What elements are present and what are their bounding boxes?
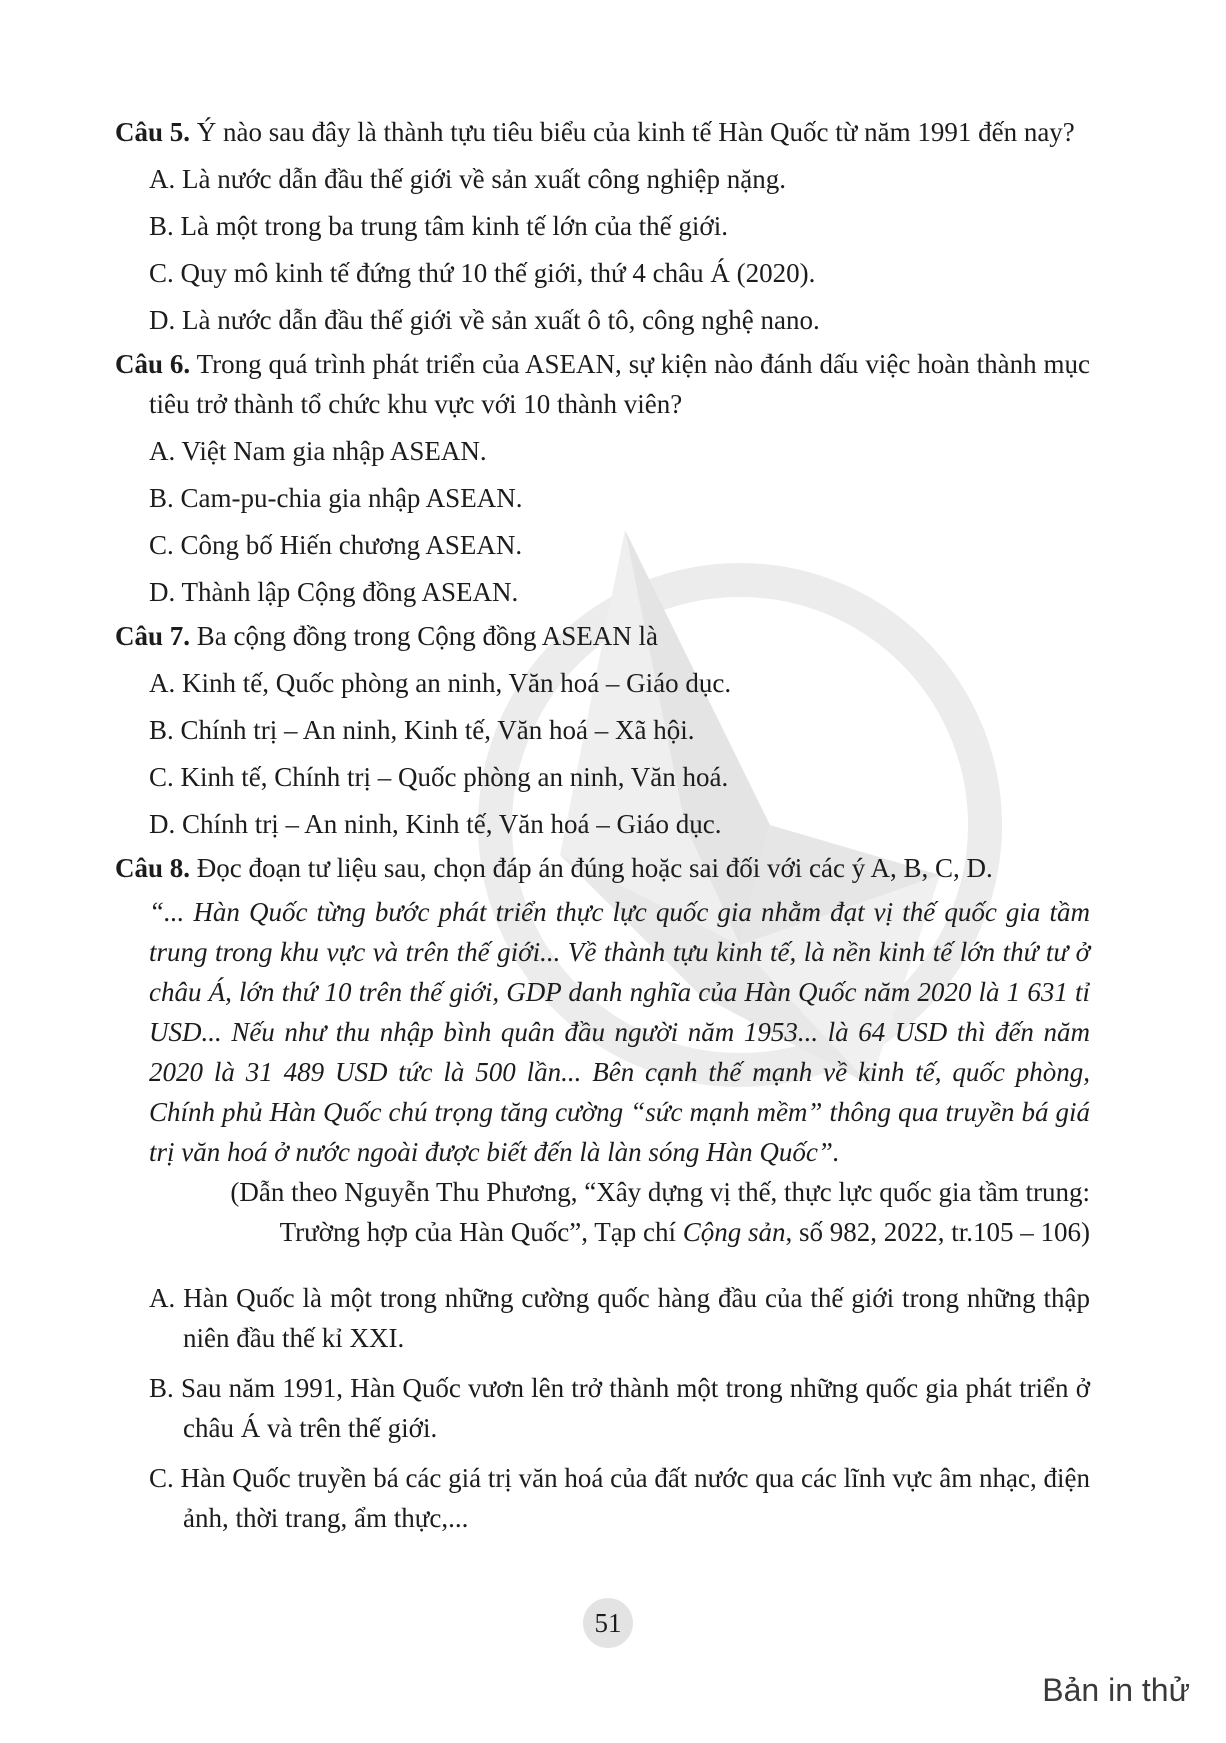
question-8 (115, 848, 1090, 888)
question-text: Ý nào sau đây là thành tựu tiêu biểu của kinh tế Hàn Quốc từ năm 1991 đến nay? (190, 117, 1075, 147)
question-label: Câu 8. (115, 853, 191, 883)
source-quote: “... Hàn Quốc từng bước phát triển thực lực quốc gia nhằm đạt vị thế quốc gia tầm trung trong khu vực và trên thế giới... Về thành tựu kinh tế, là nền kinh tế lớn thứ tư ở châu Á, lớn thứ 10 trên thế giới, GDP danh nghĩa của Hàn Quốc năm 2020 là 1 631 tỉ USD... Nếu như thu nhập bình quân đầu người năm 1953... là 64 USD thì đến năm 2020 là 31 489 USD tức là 500 lần... Bên cạnh thế mạnh về kinh tế, quốc phòng, Chính phủ Hàn Quốc chú trọng tăng cường “sức mạnh mềm” thông qua truyền bá giá trị văn hoá ở nước ngoài được biết đến là làn sóng Hàn Quốc”. (149, 897, 1090, 1167)
page-content (115, 112, 1090, 1548)
option-c: C. Công bố Hiến chương ASEAN. (149, 530, 523, 560)
option-b: B. Sau năm 1991, Hàn Quốc vươn lên trở thành một trong những quốc gia phát triển ở châu Á và trên thế giới. (149, 1373, 1090, 1443)
option-d: D. Thành lập Cộng đồng ASEAN. (149, 577, 519, 607)
question-7 (115, 616, 1090, 656)
option-c: C. Hàn Quốc truyền bá các giá trị văn hoá của đất nước qua các lĩnh vực âm nhạc, điện ảnh, thời trang, ẩm thực,... (149, 1463, 1090, 1533)
question-text: Trong quá trình phát triển của ASEAN, sự kiện nào đánh dấu việc hoàn thành mục tiêu trở thành tổ chức khu vực với 10 thành viên? (149, 349, 1090, 419)
option-d: D. Là nước dẫn đầu thế giới về sản xuất ô tô, công nghệ nano. (149, 305, 820, 335)
option-a: A. Hàn Quốc là một trong những cường quốc hàng đầu của thế giới trong những thập niên đầu thế kỉ XXI. (149, 1283, 1090, 1353)
option-c: C. Kinh tế, Chính trị – Quốc phòng an ninh, Văn hoá. (149, 762, 729, 792)
source-citation (175, 1172, 1090, 1252)
question-text: Đọc đoạn tư liệu sau, chọn đáp án đúng hoặc sai đối với các ý A, B, C, D. (190, 853, 993, 883)
option-d: D. Chính trị – An ninh, Kinh tế, Văn hoá – Giáo dục. (149, 809, 722, 839)
page-number: 51 (594, 1608, 622, 1638)
option-a: A. Kinh tế, Quốc phòng an ninh, Văn hoá – Giáo dục. (149, 668, 732, 698)
question-5 (115, 112, 1090, 152)
option-a: A. Việt Nam gia nhập ASEAN. (149, 436, 487, 466)
citation-journal: Cộng sản (682, 1217, 786, 1247)
question-text: Ba cộng đồng trong Cộng đồng ASEAN là (190, 621, 658, 651)
question-label: Câu 7. (115, 621, 191, 651)
draft-print-label: Bản in thử (1042, 1672, 1190, 1708)
citation-text: (Dẫn theo Nguyễn Thu Phương, “Xây dựng vị thế, thực lực quốc gia tầm trung: Trường hợp của Hàn Quốc”, Tạp chí (230, 1177, 1090, 1247)
option-b: B. Cam-pu-chia gia nhập ASEAN. (149, 483, 523, 513)
citation-tail: , số 982, 2022, tr.105 – 106) (785, 1217, 1090, 1247)
option-b: B. Là một trong ba trung tâm kinh tế lớn của thế giới. (149, 211, 728, 241)
question-6 (115, 344, 1090, 424)
question-label: Câu 5. (115, 117, 191, 147)
question-label: Câu 6. (115, 349, 191, 379)
option-c: C. Quy mô kinh tế đứng thứ 10 thế giới, thứ 4 châu Á (2020). (149, 258, 816, 288)
option-a: A. Là nước dẫn đầu thế giới về sản xuất công nghiệp nặng. (149, 164, 787, 194)
option-b: B. Chính trị – An ninh, Kinh tế, Văn hoá – Xã hội. (149, 715, 695, 745)
